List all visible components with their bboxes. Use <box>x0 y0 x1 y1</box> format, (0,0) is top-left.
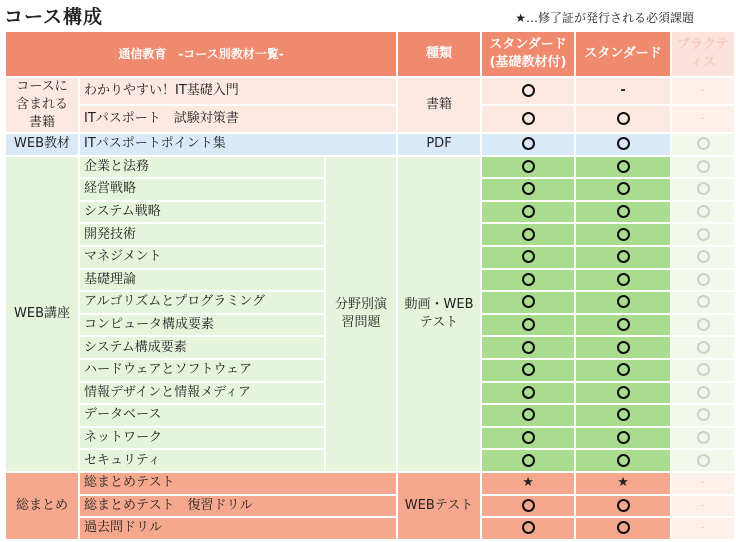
circle-mark <box>617 112 630 125</box>
sub-category: 分野別演習問題 <box>326 157 396 471</box>
mark-standard <box>482 179 574 200</box>
type-books: 書籍 <box>398 78 480 132</box>
category-web-course: WEB講座 <box>6 157 78 471</box>
circle-mark <box>522 273 535 286</box>
circle-mark <box>522 499 535 512</box>
circle-mark <box>697 318 710 331</box>
mark-standard2 <box>576 405 670 426</box>
mark-standard <box>482 405 574 426</box>
mark-standard <box>482 78 574 104</box>
mark-practice <box>672 270 734 291</box>
circle-mark <box>617 273 630 286</box>
item-name: わかりやすい！IT基礎入門 <box>80 78 396 104</box>
circle-mark <box>697 454 710 467</box>
circle-mark <box>617 205 630 218</box>
table-row <box>6 496 734 517</box>
circle-mark <box>522 137 535 150</box>
mark-standard2 <box>576 247 670 268</box>
item-name: 総まとめテスト 復習ドリル <box>80 496 396 517</box>
circle-mark <box>617 137 630 150</box>
mark-practice <box>672 134 734 155</box>
circle-mark <box>697 341 710 354</box>
legend-note: ★…修了証が発行される必須課題 <box>515 11 694 25</box>
circle-mark <box>522 386 535 399</box>
item-name: マネジメント <box>80 247 324 268</box>
item-name: ハードウェアとソフトウェア <box>80 360 324 381</box>
circle-mark <box>617 363 630 376</box>
circle-mark <box>697 386 710 399</box>
mark-standard2 <box>576 157 670 178</box>
circle-mark <box>522 521 535 534</box>
circle-mark <box>617 318 630 331</box>
item-name: 基礎理論 <box>80 270 324 291</box>
mark-standard <box>482 496 574 517</box>
mark-practice <box>672 337 734 358</box>
mark-standard <box>482 360 574 381</box>
mark-standard2 <box>576 106 670 132</box>
item-name: ネットワーク <box>80 428 324 449</box>
mark-standard2 <box>576 383 670 404</box>
category-summary: 総まとめ <box>6 473 78 539</box>
mark-standard2 <box>576 224 670 245</box>
mark-standard <box>482 383 574 404</box>
table-row <box>6 78 734 104</box>
circle-mark <box>617 454 630 467</box>
item-name: ITパスポートポイント集 <box>80 134 396 155</box>
circle-mark <box>522 160 535 173</box>
circle-mark <box>697 228 710 241</box>
header-standard: スタンダード(基礎教材付) <box>482 32 574 76</box>
circle-mark <box>522 454 535 467</box>
circle-mark <box>522 250 535 263</box>
mark-standard <box>482 134 574 155</box>
mark-standard <box>482 292 574 313</box>
mark-standard2 <box>576 179 670 200</box>
circle-mark <box>617 250 630 263</box>
table-row <box>6 157 734 178</box>
mark-standard <box>482 450 574 471</box>
mark-practice <box>672 405 734 426</box>
table-row <box>6 473 734 494</box>
table-row <box>6 134 734 155</box>
mark-standard <box>482 106 574 132</box>
mark-practice: - <box>672 473 734 494</box>
table-row <box>6 518 734 539</box>
item-name: データベース <box>80 405 324 426</box>
mark-standard2: - <box>576 78 670 104</box>
circle-mark <box>697 431 710 444</box>
mark-standard2 <box>576 337 670 358</box>
circle-mark <box>697 408 710 421</box>
mark-standard2 <box>576 202 670 223</box>
mark-practice: - <box>672 518 734 539</box>
mark-standard <box>482 428 574 449</box>
type-web-course: 動画・WEBテスト <box>398 157 480 471</box>
circle-mark <box>522 182 535 195</box>
header-materials: 通信教育 -コース別教材一覧- <box>6 32 396 76</box>
mark-practice <box>672 247 734 268</box>
header-practice: プラクティス <box>672 32 734 76</box>
mark-practice <box>672 360 734 381</box>
category-books: コースに含まれる書籍 <box>6 78 78 132</box>
mark-standard2: ★ <box>576 473 670 494</box>
circle-mark <box>617 431 630 444</box>
circle-mark <box>522 295 535 308</box>
circle-mark <box>617 160 630 173</box>
type-web-material: PDF <box>398 134 480 155</box>
mark-practice <box>672 292 734 313</box>
circle-mark <box>617 408 630 421</box>
mark-standard <box>482 247 574 268</box>
mark-standard2 <box>576 428 670 449</box>
item-name: 開発技術 <box>80 224 324 245</box>
mark-practice <box>672 179 734 200</box>
circle-mark <box>522 228 535 241</box>
mark-practice <box>672 383 734 404</box>
item-name: システム構成要素 <box>80 337 324 358</box>
circle-mark <box>522 205 535 218</box>
circle-mark <box>617 386 630 399</box>
item-name: システム戦略 <box>80 202 324 223</box>
item-name: 経営戦略 <box>80 179 324 200</box>
circle-mark <box>522 408 535 421</box>
mark-standard2 <box>576 496 670 517</box>
circle-mark <box>697 273 710 286</box>
item-name: コンピュータ構成要素 <box>80 315 324 336</box>
item-name: ITパスポート 試験対策書 <box>80 106 396 132</box>
circle-mark <box>522 318 535 331</box>
circle-mark <box>617 341 630 354</box>
mark-standard: ★ <box>482 473 574 494</box>
mark-practice <box>672 157 734 178</box>
mark-standard2 <box>576 315 670 336</box>
mark-standard <box>482 270 574 291</box>
mark-standard <box>482 157 574 178</box>
table-row <box>6 106 734 132</box>
circle-mark <box>697 160 710 173</box>
circle-mark <box>522 84 535 97</box>
circle-mark <box>617 499 630 512</box>
mark-standard2 <box>576 270 670 291</box>
circle-mark <box>697 250 710 263</box>
circle-mark <box>617 182 630 195</box>
mark-standard2 <box>576 450 670 471</box>
item-name: 総まとめテスト <box>80 473 396 494</box>
mark-practice: - <box>672 496 734 517</box>
category-web-material: WEB教材 <box>6 134 78 155</box>
mark-practice <box>672 428 734 449</box>
circle-mark <box>697 205 710 218</box>
header-type: 種類 <box>398 32 480 76</box>
mark-standard <box>482 202 574 223</box>
circle-mark <box>522 341 535 354</box>
mark-standard2 <box>576 292 670 313</box>
header-standard2: スタンダード <box>576 32 670 76</box>
item-name: 企業と法務 <box>80 157 324 178</box>
mark-standard <box>482 518 574 539</box>
circle-mark <box>697 363 710 376</box>
course-table <box>4 30 736 541</box>
header-row <box>6 32 734 76</box>
circle-mark <box>697 295 710 308</box>
mark-standard2 <box>576 518 670 539</box>
page-title: コース構成 <box>4 6 104 28</box>
circle-mark <box>617 295 630 308</box>
mark-standard <box>482 315 574 336</box>
circle-mark <box>617 521 630 534</box>
mark-standard2 <box>576 134 670 155</box>
mark-practice <box>672 224 734 245</box>
circle-mark <box>617 228 630 241</box>
mark-practice: - <box>672 78 734 104</box>
circle-mark <box>522 363 535 376</box>
circle-mark <box>697 182 710 195</box>
mark-standard <box>482 224 574 245</box>
circle-mark <box>522 112 535 125</box>
mark-practice <box>672 450 734 471</box>
item-name: アルゴリズムとプログラミング <box>80 292 324 313</box>
mark-standard <box>482 337 574 358</box>
mark-practice <box>672 202 734 223</box>
type-summary: WEBテスト <box>398 473 480 539</box>
item-name: 情報デザインと情報メディア <box>80 383 324 404</box>
mark-standard2 <box>576 360 670 381</box>
mark-practice: - <box>672 106 734 132</box>
mark-practice <box>672 315 734 336</box>
item-name: 過去問ドリル <box>80 518 396 539</box>
circle-mark <box>697 137 710 150</box>
item-name: セキュリティ <box>80 450 324 471</box>
circle-mark <box>522 431 535 444</box>
